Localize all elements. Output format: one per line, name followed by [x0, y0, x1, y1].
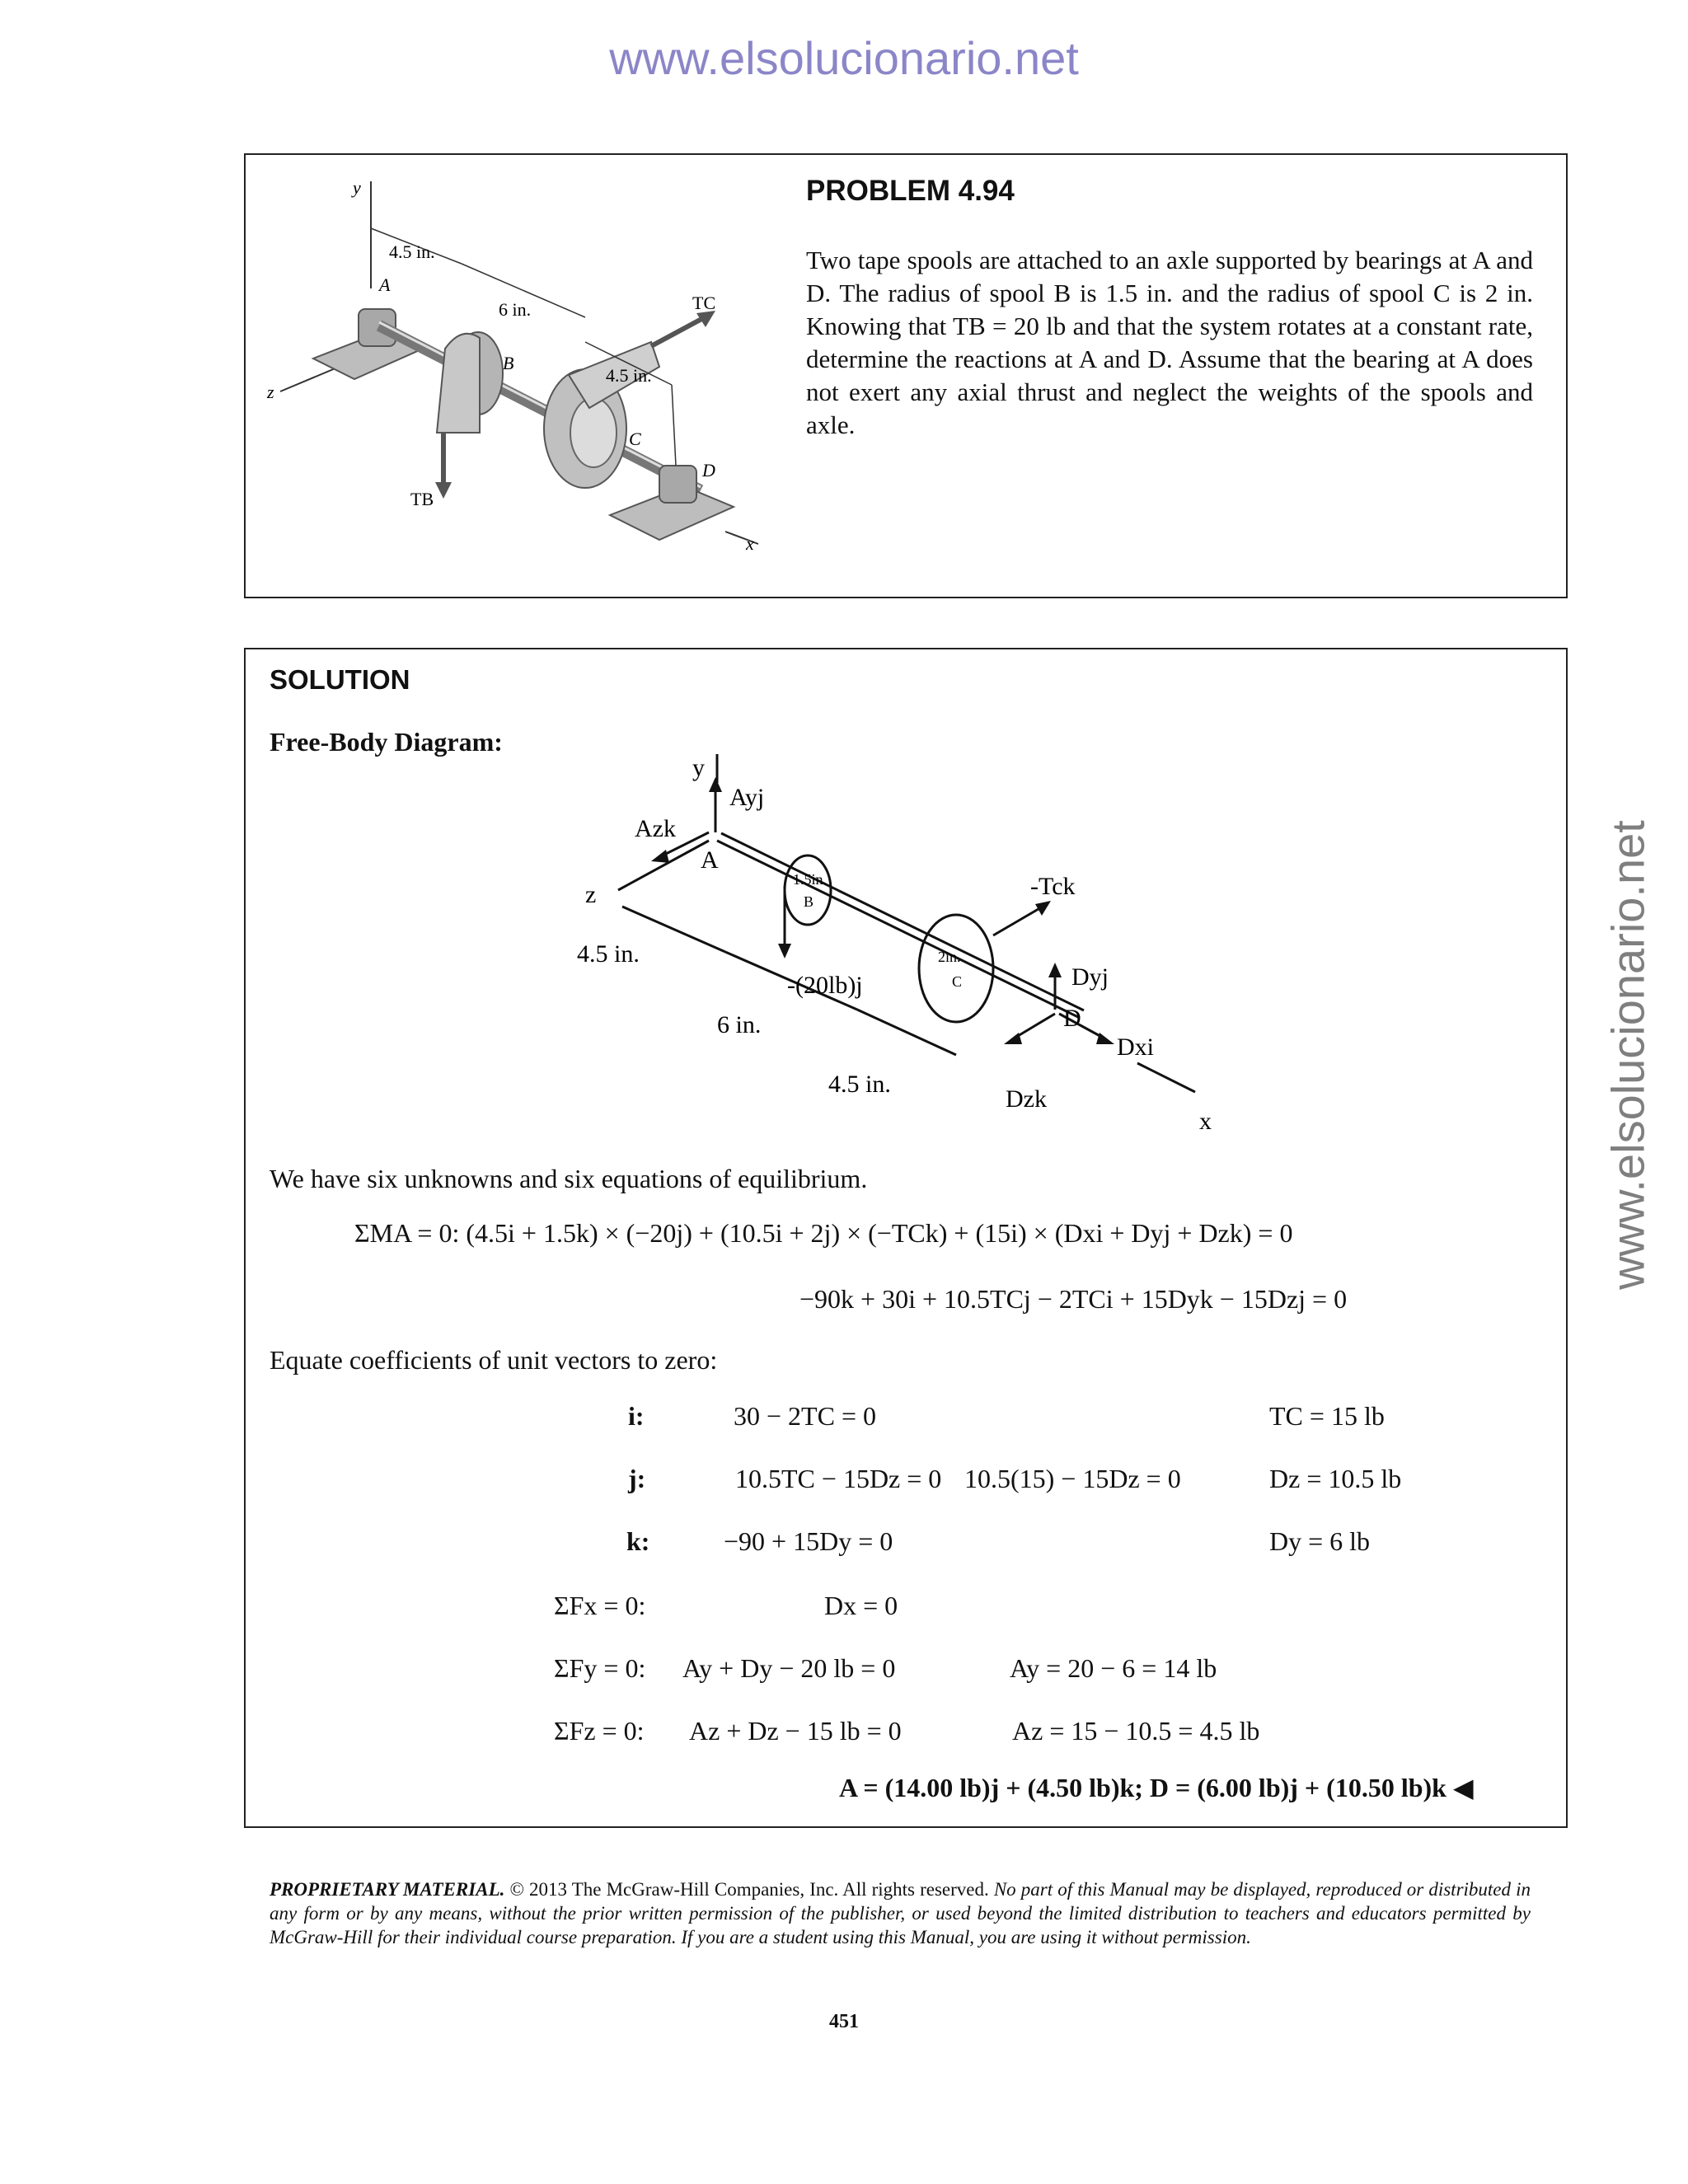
fbd-label-c: C — [952, 973, 963, 990]
row-k-result: Dy = 6 lb — [1269, 1526, 1371, 1556]
fbd-label-dxi: Dxi — [1117, 1033, 1154, 1061]
row-i-label: i: — [628, 1401, 645, 1431]
row-fy-eq: Ay + Dy − 20 lb = 0 — [682, 1653, 896, 1683]
fig-label-x: x — [746, 533, 754, 554]
fig-label-d: D — [702, 460, 715, 480]
free-body-diagram — [569, 746, 1253, 1141]
fbd-label-dzk: Dzk — [1006, 1085, 1047, 1113]
moment-equation: ΣMA = 0: (4.5i + 1.5k) × (−20j) + (10.5i + 2j) × (−TCk) + (15i) × (Dxi + Dyj + Dzk) = 0 — [354, 1218, 1293, 1248]
problem-text: Two tape spools are attached to an axle supported by bearings at A and D. The radius of spool B is 1.5 in. and the radius of spool C is 2 in. Knowing that TB = 20 lb and that the system rotates at a constant rate, determine the reactions at A and D. Assume that the bearing at A does not exert any axial thrust and neglect the weights of the spools and axle. — [806, 246, 1533, 439]
solution-title: SOLUTION — [270, 664, 410, 695]
spool-c-inner — [570, 398, 617, 467]
fig-label-z: z — [267, 382, 274, 402]
footer-copyright: © 2013 The McGraw-Hill Companies, Inc. All rights reserved. — [504, 1879, 994, 1900]
fbd-dy-head — [1048, 963, 1062, 977]
fbd-az-head — [651, 850, 669, 863]
fbd-label-x: x — [1199, 1108, 1212, 1135]
problem-figure — [264, 169, 775, 556]
fbd-label: Free-Body Diagram: — [270, 727, 503, 757]
fig-label-tc: TC — [692, 293, 716, 313]
fbd-label-d3: 4.5 in. — [828, 1071, 891, 1098]
watermark-top: www.elsolucionario.net — [609, 32, 1079, 84]
fig-label-a: A — [379, 274, 391, 295]
solution-intro: We have six unknowns and six equations of equilibrium. — [270, 1164, 868, 1193]
tb-arrowhead — [435, 482, 452, 499]
fbd-label-ayj: Ayj — [729, 784, 765, 811]
row-fx-label: ΣFx = 0: — [554, 1591, 646, 1620]
fbd-label-rc: 2in. — [938, 949, 961, 965]
row-j-mid: 10.5(15) − 15Dz = 0 — [964, 1464, 1181, 1493]
row-fy-mid: Ay = 20 − 6 = 14 lb — [1010, 1653, 1217, 1683]
final-answer: A = (14.00 lb)j + (4.50 lb)k; D = (6.00 lb)j + (10.50 lb)k ◀ — [839, 1773, 1474, 1802]
fig-label-b: B — [503, 353, 514, 373]
fbd-label-b: B — [804, 893, 814, 910]
bearing-d-block — [659, 466, 696, 503]
fig-label-y: y — [353, 177, 361, 198]
fbd-tc-arrow — [993, 907, 1043, 935]
fbd-label-y: y — [692, 754, 705, 781]
problem-title: PROBLEM 4.94 — [806, 175, 1015, 207]
fbd-load-head — [778, 944, 791, 958]
fbd-label-d: D — [1063, 1005, 1081, 1032]
fbd-label-load: -(20lb)j — [787, 972, 863, 999]
fbd-label-dyj: Dyj — [1071, 963, 1109, 991]
tape-b — [437, 334, 480, 433]
footer — [270, 1877, 1531, 1949]
fbd-label-a: A — [701, 846, 719, 874]
fbd-axle-2 — [721, 833, 1084, 1010]
fig-label-tb: TB — [410, 489, 434, 509]
row-j-eq: 10.5TC − 15Dz = 0 — [735, 1464, 942, 1493]
page-number: 451 — [829, 2011, 859, 2032]
row-i-eq: 30 − 2TC = 0 — [734, 1401, 876, 1431]
row-k-eq: −90 + 15Dy = 0 — [724, 1526, 893, 1556]
fbd-spool-b — [785, 855, 831, 925]
row-fz-label: ΣFz = 0: — [554, 1716, 645, 1746]
fbd-z-axis — [618, 841, 709, 890]
dim-3-ext — [672, 385, 676, 466]
row-k-label: k: — [626, 1526, 650, 1556]
fig-label-d1: 4.5 in. — [389, 241, 435, 262]
fbd-ay-head — [709, 777, 722, 792]
fbd-label-tck: -Tck — [1030, 873, 1076, 900]
footer-lead: PROPRIETARY MATERIAL. — [270, 1879, 505, 1900]
fbd-spool-c — [919, 915, 993, 1022]
fig-label-c: C — [629, 429, 641, 449]
fbd-label-d2: 6 in. — [717, 1011, 762, 1038]
fbd-dz-arrow — [1014, 1014, 1055, 1038]
row-j-result: Dz = 10.5 lb — [1269, 1464, 1402, 1493]
coefficients-intro: Equate coefficients of unit vectors to zero: — [270, 1345, 718, 1375]
footer-rest: No part of this Manual may be displayed, reproduced or distributed in any form or by any means, without the prior written permission of the publisher, or used beyond the limited distribution to teachers and educators permitted by McGraw-Hill for their individual course preparation. If you are a student using this Manual, you are using it without permission. — [270, 1879, 1531, 1947]
tc-arrow — [651, 317, 705, 346]
moment-equation-expanded: −90k + 30i + 10.5TCj − 2TCi + 15Dyk − 15Dzj = 0 — [799, 1284, 1348, 1314]
fbd-label-z: z — [585, 881, 597, 908]
fbd-label-d1: 4.5 in. — [577, 940, 640, 968]
fbd-label-rb: 1.5in. — [793, 871, 828, 888]
row-fy-label: ΣFy = 0: — [554, 1653, 646, 1683]
fbd-x-axis — [1137, 1063, 1195, 1092]
fig-label-d2: 6 in. — [499, 299, 532, 320]
row-fz-mid: Az = 15 − 10.5 = 4.5 lb — [1012, 1716, 1260, 1746]
row-i-result: TC = 15 lb — [1269, 1401, 1385, 1431]
row-j-label: j: — [628, 1464, 646, 1493]
fbd-axle — [717, 841, 1080, 1018]
watermark-side-text: www.elsolucionario.net — [1601, 820, 1654, 1290]
row-fz-eq: Az + Dz − 15 lb = 0 — [689, 1716, 902, 1746]
row-fx-eq: Dx = 0 — [824, 1591, 898, 1620]
fig-label-d3: 4.5 in. — [606, 365, 652, 386]
fbd-label-azk: Azk — [635, 815, 676, 842]
